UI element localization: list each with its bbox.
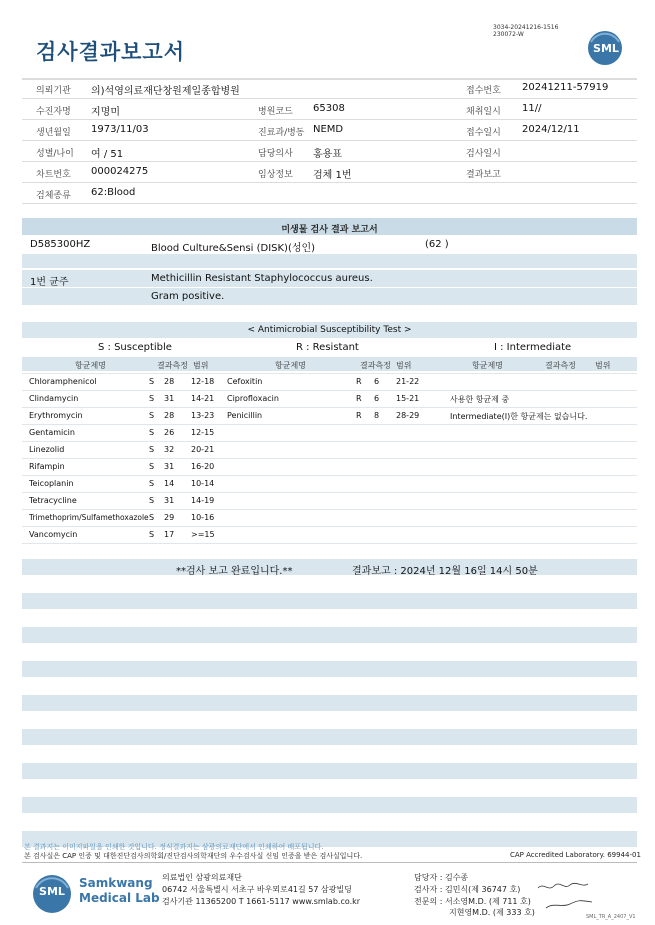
staff-manager: 담당자 : 김수종 (414, 873, 469, 882)
footer-notice-print: 본 결과지는 이미지파일을 인쇄한 것입니다. 정식결과지는 삼광의료재단에서 인쇄하여 배포됩니다. (24, 843, 324, 851)
drug-mm: 31 (164, 496, 175, 505)
drug-range: 10-14 (191, 479, 215, 488)
ast-row-rule (22, 373, 637, 374)
drug-name: Ciprofloxacin (227, 394, 279, 403)
sex-age-value: 여 / 51 (91, 149, 124, 160)
drug-range: 14-19 (191, 496, 215, 505)
drug-sir: S (149, 513, 155, 522)
doc-id-line2: 230072-W (493, 31, 524, 38)
drug-name: Erythromycin (29, 411, 83, 420)
sex-age-label: 성별/나이 (36, 149, 74, 159)
ast-row-rule (22, 475, 637, 476)
col-range-3: 범위 (595, 361, 611, 370)
col-drug-2: 항균제명 (275, 361, 306, 370)
footer-address: 06742 서울특별시 서초구 바우뫼로41길 57 삼광빌딩 (162, 885, 352, 894)
form-code: SML_TR_A_2407_V1 (586, 914, 636, 920)
drug-sir: S (149, 377, 155, 386)
drug-mm: 32 (164, 445, 175, 454)
ast-row-rule (22, 526, 637, 527)
brand-line1: Samkwang (79, 876, 153, 890)
ward-code-label: 병원코드 (258, 107, 293, 117)
staff-tester: 검사자 : 김민식(제 36747 호) (414, 885, 521, 894)
drug-mm: 8 (374, 411, 380, 420)
institution-label: 의뢰기관 (36, 86, 71, 96)
drug-range: 28-29 (396, 411, 420, 420)
ast-row-rule (22, 424, 637, 425)
document-id (493, 24, 558, 38)
footer-notice-cap: 본 검사실은 CAP 인증 및 대한진단검사의학회/진단검사의학재단의 우수검사실 신임 인증을 받은 검사실입니다. (24, 852, 363, 860)
receipt-no-value: 20241211-57919 (522, 82, 609, 93)
drug-name: Clindamycin (29, 394, 79, 403)
col-result-1: 결과측정 (157, 361, 188, 370)
drug-name: Vancomycin (29, 530, 78, 539)
ast-row-rule (22, 390, 637, 391)
drug-range: 12-15 (191, 428, 215, 437)
drug-range: 15-21 (396, 394, 420, 403)
col-drug-3: 항균제명 (472, 361, 503, 370)
header-row-rule (22, 140, 637, 141)
header-row-rule (22, 119, 637, 120)
drug-sir: R (356, 411, 362, 420)
drug-mm: 29 (164, 513, 175, 522)
patient-label: 수진자명 (36, 107, 71, 117)
staff-specialist2: 지현영M.D. (제 333 호) (449, 908, 535, 917)
footer-rule (22, 862, 637, 863)
report-title: 검사결과보고서 (36, 40, 186, 64)
test-date-label: 검사일시 (466, 149, 501, 159)
header-row-rule (22, 161, 637, 162)
drug-mm: 17 (164, 530, 175, 539)
brand-line2: Medical Lab (79, 891, 160, 905)
collect-date-value: 11// (522, 103, 542, 114)
drug-range: 14-21 (191, 394, 215, 403)
drug-range: 16-20 (191, 462, 215, 471)
receipt-date-label: 접수일시 (466, 128, 501, 138)
institution-value: 의)석영의료재단창원제일종합병원 (91, 86, 240, 97)
empty-stripe (22, 593, 637, 609)
cap-accreditation: CAP Accredited Laboratory. 69944-01 (510, 851, 641, 859)
drug-mm: 14 (164, 479, 175, 488)
isolate-label: 1번 균주 (30, 277, 69, 288)
legend-intermediate: I : Intermediate (494, 342, 572, 353)
stripe-band (22, 254, 637, 268)
drug-name: Trimethoprim/Sulfamethoxazole (29, 513, 149, 522)
completion-band (22, 559, 637, 575)
report-datetime: 결과보고 : 2024년 12월 16일 14시 50분 (352, 566, 538, 577)
drug-sir: S (149, 530, 155, 539)
drug-name: Penicillin (227, 411, 263, 420)
test-count: (62 ) (425, 239, 449, 250)
drug-sir: S (149, 479, 155, 488)
drug-name: Tetracycline (29, 496, 77, 505)
drug-range: 20-21 (191, 445, 215, 454)
header-top-rule (22, 78, 637, 80)
birth-label: 생년월일 (36, 128, 71, 138)
drug-range: 21-22 (396, 377, 420, 386)
drug-sir: R (356, 377, 362, 386)
intermediate-note-line1: 사용한 항균제 중 (450, 395, 510, 404)
drug-mm: 31 (164, 394, 175, 403)
drug-sir: S (149, 394, 155, 403)
specimen-value: 62:Blood (91, 187, 136, 198)
staff-specialist1: 전문의 : 서소영M.D. (제 711 호) (414, 897, 531, 906)
doctor-value: 홍용표 (313, 149, 342, 160)
col-result-2: 결과측정 (360, 361, 391, 370)
doc-id-line1: 3034-20241216-1516 (493, 24, 559, 31)
drug-range: >=15 (191, 530, 215, 539)
ast-row-rule (22, 492, 637, 493)
clinical-label: 임상정보 (258, 170, 293, 180)
ast-row-rule (22, 458, 637, 459)
drug-mm: 28 (164, 377, 175, 386)
ast-row-rule (22, 441, 637, 442)
footer-contact: 검사기관 11365200 T 1661-5117 www.smlab.co.kr (162, 897, 361, 906)
clinical-value: 검체 1번 (313, 170, 352, 181)
organism-name: Methicillin Resistant Staphylococcus aureus. (151, 273, 373, 284)
col-range-1: 범위 (193, 361, 209, 370)
signature-icon (536, 878, 596, 912)
micro-section-title: 미생물 검사 결과 보고서 (281, 225, 378, 235)
drug-name: Rifampin (29, 462, 65, 471)
header-row-rule (22, 203, 637, 204)
drug-name: Chloramphenicol (29, 377, 97, 386)
drug-name: Linezolid (29, 445, 65, 454)
birth-value: 1973/11/03 (91, 124, 149, 135)
sml-logo-text: SML (593, 42, 619, 55)
drug-mm: 28 (164, 411, 175, 420)
receipt-date-value: 2024/12/11 (522, 124, 580, 135)
collect-date-label: 채취일시 (466, 107, 501, 117)
drug-name: Gentamicin (29, 428, 75, 437)
ast-row-rule (22, 509, 637, 510)
col-drug-1: 항균제명 (75, 361, 106, 370)
specimen-label: 검체종류 (36, 191, 71, 201)
drug-mm: 6 (374, 377, 380, 386)
empty-stripe (22, 627, 637, 643)
drug-mm: 26 (164, 428, 175, 437)
footer-org: 의료법인 삼광의료재단 (162, 873, 242, 882)
drug-range: 12-18 (191, 377, 215, 386)
patient-value: 지명미 (91, 107, 120, 118)
completion-message: **검사 보고 완료입니다.** (176, 566, 293, 577)
ast-row-rule (22, 543, 637, 544)
result-report-label: 결과보고 (466, 170, 501, 180)
drug-sir: R (356, 394, 362, 403)
doctor-label: 담당의사 (258, 149, 293, 159)
drug-sir: S (149, 445, 155, 454)
header-row-rule (22, 182, 637, 183)
ast-row-rule (22, 407, 637, 408)
col-result-3: 결과측정 (545, 361, 576, 370)
empty-stripe (22, 729, 637, 745)
drug-mm: 31 (164, 462, 175, 471)
drug-mm: 6 (374, 394, 380, 403)
empty-stripe (22, 797, 637, 813)
dept-label: 진료과/병동 (258, 128, 305, 138)
dept-value: NEMD (313, 124, 344, 135)
legend-susceptible: S : Susceptible (98, 342, 172, 353)
chart-label: 차트번호 (36, 170, 71, 180)
drug-sir: S (149, 428, 155, 437)
test-name: Blood Culture&Sensi (DISK)(성인) (151, 243, 316, 254)
empty-stripe (22, 661, 637, 677)
ast-title: < Antimicrobial Susceptibility Test > (247, 325, 412, 335)
ward-code-value: 65308 (313, 103, 345, 114)
legend-resistant: R : Resistant (296, 342, 359, 353)
drug-range: 13-23 (191, 411, 215, 420)
drug-name: Teicoplanin (29, 479, 74, 488)
drug-range: 10-16 (191, 513, 215, 522)
drug-sir: S (149, 462, 155, 471)
drug-sir: S (149, 496, 155, 505)
footer-logo-text: SML (39, 885, 65, 898)
test-code: D585300HZ (30, 239, 91, 250)
col-range-2: 범위 (396, 361, 412, 370)
empty-stripe (22, 763, 637, 779)
gram-band (22, 288, 637, 305)
header-row-rule (22, 98, 637, 99)
chart-value: 000024275 (91, 166, 149, 177)
drug-name: Cefoxitin (227, 377, 263, 386)
empty-stripe (22, 695, 637, 711)
gram-stain: Gram positive. (151, 291, 225, 302)
drug-sir: S (149, 411, 155, 420)
receipt-no-label: 접수번호 (466, 86, 501, 96)
intermediate-note-line2: Intermediate(I)한 항균제는 없습니다. (450, 412, 588, 421)
